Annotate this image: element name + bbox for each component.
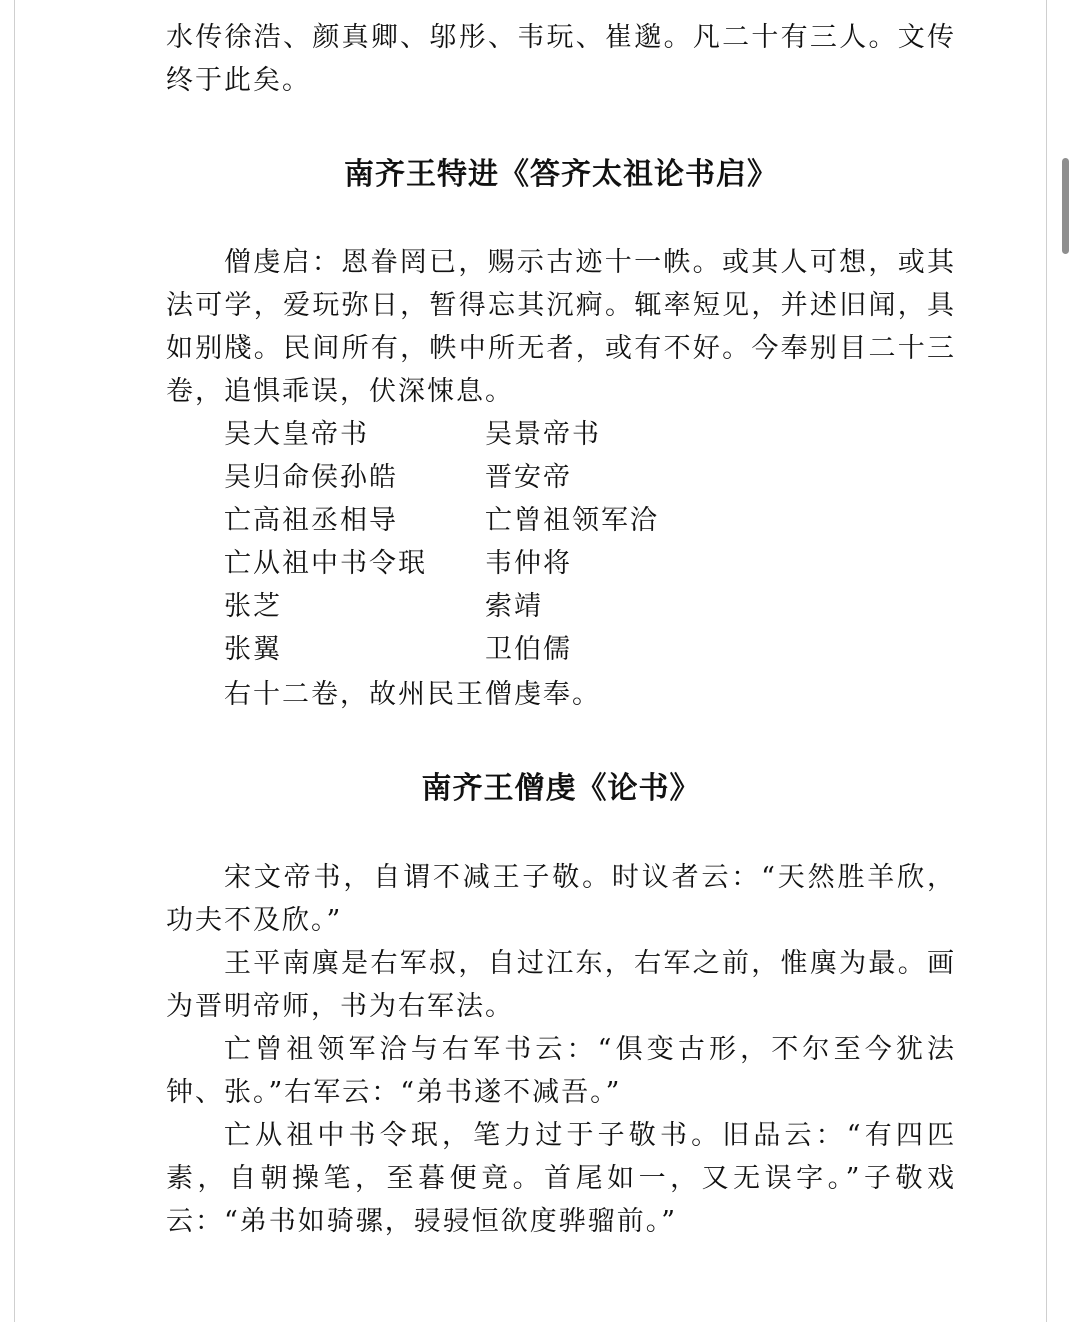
page-left-edge <box>14 0 15 1322</box>
list-item: 吴景帝书 <box>485 419 601 450</box>
list-row <box>224 456 956 499</box>
list-item: 亡高祖丞相导 <box>224 505 398 536</box>
list-row <box>224 628 956 671</box>
list-item: 卫伯儒 <box>485 634 572 665</box>
list-item: 索靖 <box>485 591 543 622</box>
list-item: 张芝 <box>224 591 282 622</box>
scroll-list <box>224 413 956 671</box>
list-note: 右十二卷，故州民王僧虔奉。 <box>224 679 601 710</box>
body-paragraph: 亡曾祖领军洽与右军书云：“俱变古形，不尔至今犹法钟、张。”右军云：“弟书遂不减吾。” <box>166 1034 956 1108</box>
list-item: 韦仲将 <box>485 548 572 579</box>
list-item: 晋安帝 <box>485 462 572 493</box>
list-item: 吴大皇帝书 <box>224 419 369 450</box>
list-item: 吴归命侯孙皓 <box>224 462 398 493</box>
body-paragraph: 王平南廙是右军叔，自过江东，右军之前，惟廙为最。画为晋明帝师，书为右军法。 <box>166 948 956 1022</box>
section-title-letter: 南齐王特进《答齐太祖论书启》 <box>344 157 778 192</box>
list-row <box>224 542 956 585</box>
section-title-lunshu: 南齐王僧虔《论书》 <box>421 771 701 806</box>
body-paragraph: 亡从祖中书令珉，笔力过于子敬书。旧品云：“有四匹素，自朝操笔，至暮便竟。首尾如一，又无误字。”子敬戏云：“弟书如骑骡，骎骎恒欲度骅骝前。” <box>166 1120 956 1237</box>
list-item: 张翼 <box>224 634 282 665</box>
list-item: 亡从祖中书令珉 <box>224 548 427 579</box>
body-paragraph: 宋文帝书，自谓不减王子敬。时议者云：“天然胜羊欣，功夫不及欣。” <box>166 862 956 936</box>
list-row <box>224 499 956 542</box>
scrollbar-thumb[interactable] <box>1062 158 1069 254</box>
list-row <box>224 585 956 628</box>
letter-paragraph: 僧虔启：恩眷罔已，赐示古迹十一帙。或其人可想，或其法可学，爱玩弥日，暂得忘其沉痾。辄率短见，并述旧闻，具如别牋。民间所有，帙中所无者，或有不好。今奉别目二十三卷，追惧乖误，伏深悚息。 <box>166 247 956 407</box>
list-row <box>224 413 956 456</box>
page-right-edge <box>1046 0 1047 1322</box>
list-item: 亡曾祖领军洽 <box>485 505 659 536</box>
document-page <box>166 16 956 1243</box>
continued-paragraph: 水传徐浩、颜真卿、邬彤、韦玩、崔邈。凡二十有三人。文传终于此矣。 <box>166 22 956 96</box>
